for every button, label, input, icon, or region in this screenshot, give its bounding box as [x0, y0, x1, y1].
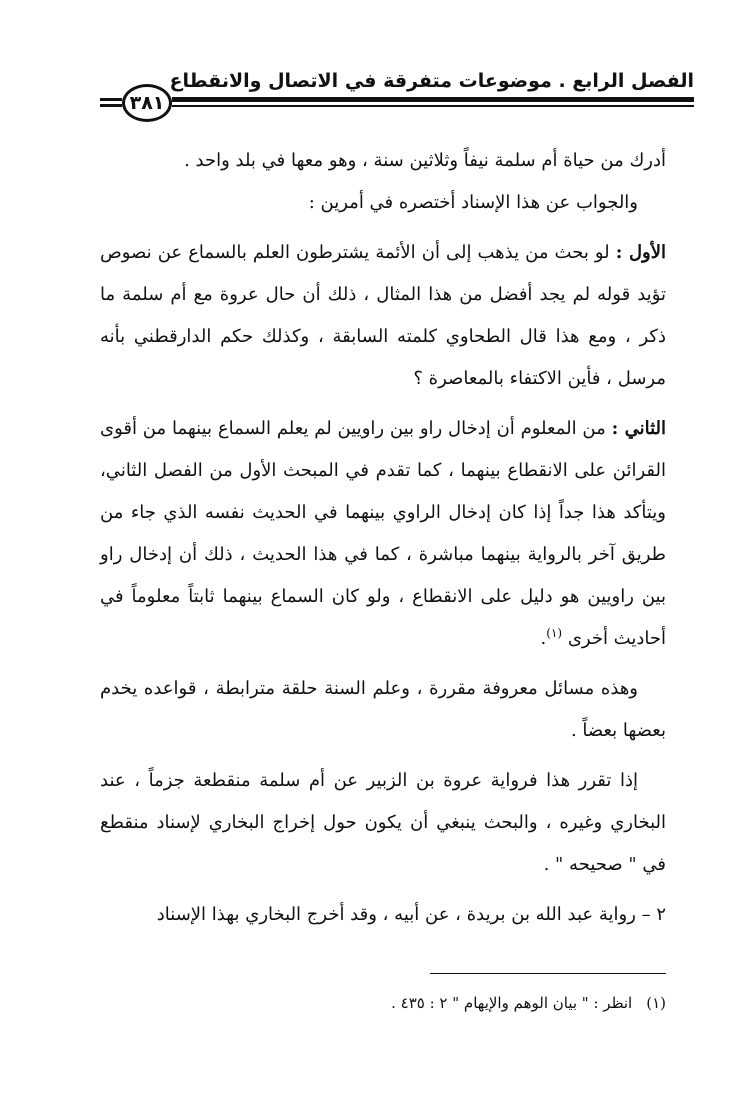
paragraph-text: من المعلوم أن إدخال راو بين راويين لم يعلم السماع بينهما من أقوى القرائن على الانقطاع بينهما ، كما تقدم في المبحث الأول من الفصل الثاني، ويتأكد هذا جداً إذا كان إدخال الراوي بينهما في الحديث نفسه الذي جاء من طريق آخر بالرواية بينهما مباشرة ، كما في هذا الحديث ، ذلك أن إدخال راو بين راويين هو دليل على الانقطاع ، ولو كان السماع بينهما ثابتاً معلوماً في أحاديث أخرى: [100, 418, 666, 649]
paragraph: أدرك من حياة أم سلمة نيفاً وثلاثين سنة ، وهو معها في بلد واحد .: [184, 150, 666, 171]
footnote-separator: [430, 973, 666, 974]
footnote-reference[interactable]: (١): [546, 626, 563, 640]
paragraph-lead: الأول :: [615, 242, 666, 263]
running-header: الفصل الرابع . موضوعات متفرقة في الاتصال والانقطاع: [169, 70, 694, 92]
paragraph-text: لو بحث من يذهب إلى أن الأئمة يشترطون العلم بالسماع عن نصوص تؤيد قوله لم يجد أفضل من هذا المثال ، ذلك أن حال عروة مع أم سلمة ما ذكر ، ومع هذا قال الطحاوي كلمته السابقة ، وكذلك حكم الدارقطني بأنه مرسل ، فأين الاكتفاء بالمعاصرة ؟: [100, 242, 666, 389]
header-rule-ornament: [100, 104, 122, 107]
footnote-number: (١): [646, 994, 666, 1012]
paragraph-end: .: [540, 628, 547, 649]
paragraph: ٢ – رواية عبد الله بن بريدة ، عن أبيه ، وقد أخرج البخاري بهذا الإسناد: [156, 904, 666, 925]
paragraph: وهذه مسائل معروفة مقررة ، وعلم السنة حلقة مترابطة ، قواعده يخدم بعضها بعضاً .: [100, 678, 666, 741]
header-rule: [172, 97, 694, 102]
paragraph: إذا تقرر هذا فرواية عروة بن الزبير عن أم سلمة منقطعة جزماً ، عند البخاري وغيره ، والبحث ينبغي أن يكون حول إخراج البخاري لإسناد منقطع في " صحيحه " .: [100, 770, 666, 875]
paragraph: [100, 232, 666, 400]
footnote-text: انظر : " بيان الوهم والإيهام " ٢ : ٤٣٥ .: [391, 994, 633, 1012]
header-rule: [172, 105, 694, 107]
body-text: [100, 140, 666, 936]
paragraph: [100, 408, 666, 660]
header-rule-ornament: [100, 98, 122, 101]
footnote: [200, 990, 666, 1016]
paragraph-lead: الثاني :: [611, 418, 666, 439]
page-number: ٣٨١: [122, 84, 172, 122]
paragraph: والجواب عن هذا الإسناد أختصره في أمرين :: [308, 192, 638, 213]
